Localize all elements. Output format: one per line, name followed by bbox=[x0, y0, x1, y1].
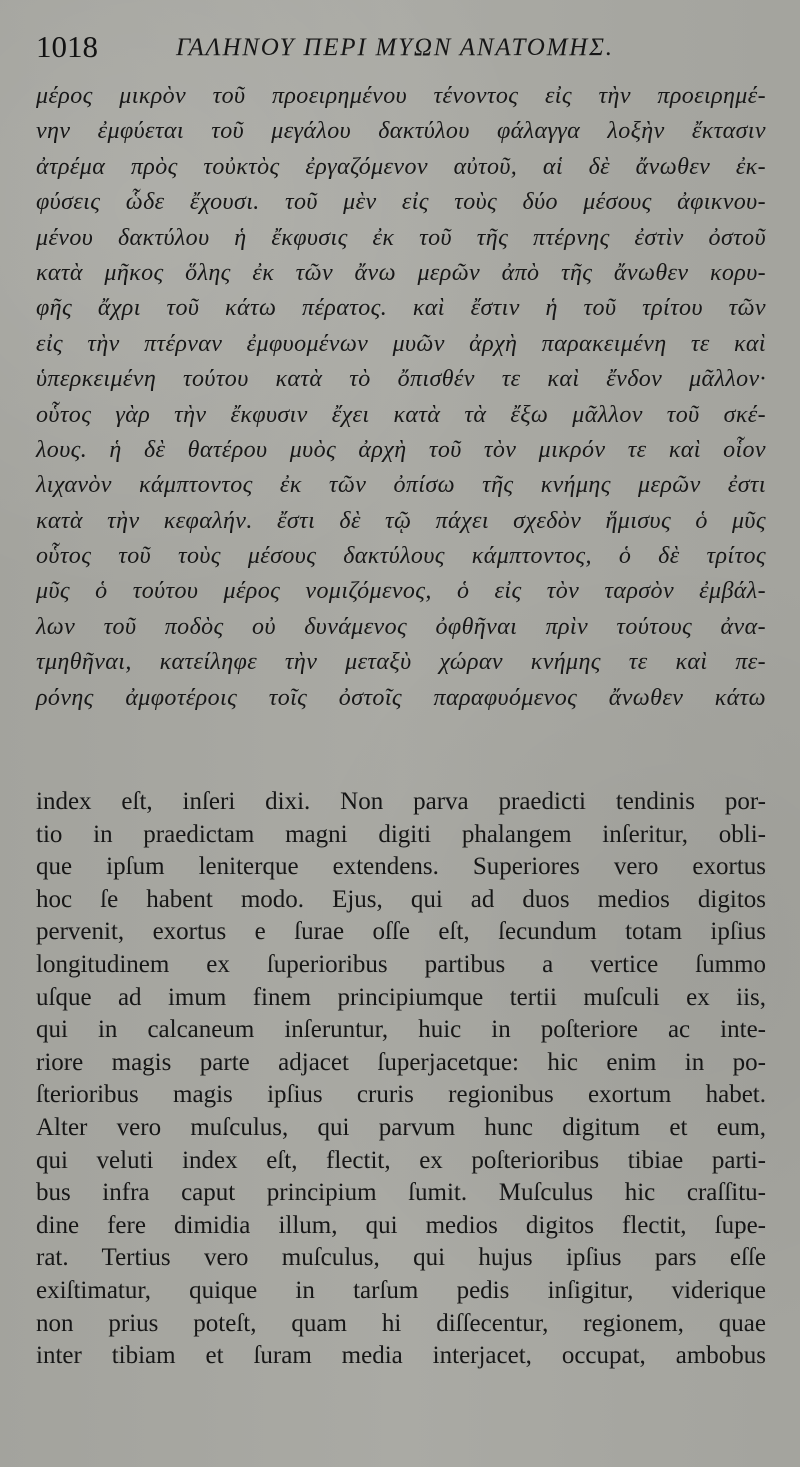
latin-text-line: uſque ad imum finem principiumque tertii muſculi ex iis, bbox=[36, 983, 766, 1011]
latin-text-line: exiſtimatur, quique in tarſum pedis inſigitur, viderique bbox=[36, 1276, 766, 1304]
greek-text-line: κατὰ τὴν κεφαλήν. ἔστι δὲ τῷ πάχει σχεδὸν ἥμισυς ὁ μῦς bbox=[36, 507, 766, 534]
greek-text-line: φῆς ἄχρι τοῦ κάτω πέρατος. καὶ ἔστιν ἡ τοῦ τρίτου τῶν bbox=[36, 295, 766, 322]
greek-text-line: νην ἐμφύεται τοῦ μεγάλου δακτύλου φάλαγγα λοξὴν ἔκτασιν bbox=[36, 118, 766, 145]
greek-text-line: μῦς ὁ τούτου μέρος νομιζόμενος, ὁ εἰς τὸν ταρσὸν ἐμβάλ- bbox=[36, 578, 766, 605]
latin-text-line: pervenit, exortus e ſurae oſſe eſt, ſecundum totam ipſius bbox=[36, 918, 766, 946]
greek-text-line: οὗτος τοῦ τοὺς μέσους δακτύλους κάμπτοντος, ὁ δὲ τρίτος bbox=[36, 543, 766, 570]
greek-text-line: μένου δακτύλου ἡ ἔκφυσις ἐκ τοῦ τῆς πτέρνης ἐστὶν ὀστοῦ bbox=[36, 224, 766, 251]
latin-text-line: ſterioribus magis ipſius cruris regionibus exortum habet. bbox=[36, 1081, 766, 1109]
latin-text-line: riore magis parte adjacet ſuperjacetque: hic enim in po- bbox=[36, 1048, 766, 1076]
latin-text-line: qui veluti index eſt, flectit, ex poſterioribus tibiae parti- bbox=[36, 1146, 766, 1174]
greek-text-line: κατὰ μῆκος ὅλης ἐκ τῶν ἄνω μερῶν ἀπὸ τῆς ἄνωθεν κορυ- bbox=[36, 259, 766, 286]
latin-text-line: longitudinem ex ſuperioribus partibus a vertice ſummo bbox=[36, 950, 766, 978]
latin-text-line: bus infra caput principium ſumit. Muſculus hic craſſitu- bbox=[36, 1179, 766, 1207]
latin-text-line: hoc ſe habent modo. Ejus, qui ad duos medios digitos bbox=[36, 885, 766, 913]
latin-text-block bbox=[36, 786, 766, 1373]
greek-text-line: ὑπερκειμένη τούτου κατὰ τὸ ὄπισθέν τε καὶ ἔνδον μᾶλλον· bbox=[36, 366, 766, 393]
page-number: 1018 bbox=[36, 29, 98, 64]
greek-text-line: λους. ἡ δὲ θατέρου μυὸς ἀρχὴ τοῦ τὸν μικρόν τε καὶ οἷον bbox=[36, 436, 766, 463]
latin-text-line: tio in praedictam magni digiti phalangem inſeritur, obli- bbox=[36, 820, 766, 848]
latin-text-line: dine fere dimidia illum, qui medios digitos flectit, ſupe- bbox=[36, 1211, 766, 1239]
latin-text-line: rat. Tertius vero muſculus, qui hujus ipſius pars eſſe bbox=[36, 1244, 766, 1272]
latin-text-line: inter tibiam et ſuram media interjacet, occupat, ambobus bbox=[36, 1342, 766, 1370]
greek-text-line: λων τοῦ ποδὸς οὐ δυνάμενος ὀφθῆναι πρὶν τούτους ἀνα- bbox=[36, 613, 766, 640]
latin-text-line: non prius poteſt, quam hi diſſecentur, regionem, quae bbox=[36, 1309, 766, 1337]
running-head bbox=[36, 24, 766, 72]
greek-text-line: φύσεις ὧδε ἔχουσι. τοῦ μὲν εἰς τοὺς δύο μέσους ἀφικνου- bbox=[36, 189, 766, 216]
latin-text-line: index eſt, inſeri dixi. Non parva praedicti tendinis por- bbox=[36, 788, 766, 815]
greek-text-line: οὗτος γὰρ τὴν ἔκφυσιν ἔχει κατὰ τὰ ἔξω μᾶλλον τοῦ σκέ- bbox=[36, 401, 766, 428]
latin-text-line: Alter vero muſculus, qui parvum hunc digitum et eum, bbox=[36, 1113, 766, 1141]
greek-text-block bbox=[36, 79, 766, 716]
greek-text-line: εἰς τὴν πτέρναν ἐμφυομένων μυῶν ἀρχὴ παρακειμένη τε καὶ bbox=[36, 330, 766, 357]
greek-text-line: ἀτρέμα πρὸς τοὐκτὸς ἐργαζόμενον αὐτοῦ, αἱ δὲ ἄνωθεν ἐκ- bbox=[36, 153, 766, 180]
latin-text-line: qui in calcaneum inſeruntur, huic in poſteriore ac inte- bbox=[36, 1016, 766, 1044]
greek-text-line: τμηθῆναι, κατείληφε τὴν μεταξὺ χώραν κνήμης τε καὶ πε- bbox=[36, 649, 766, 676]
greek-text-line: μέρος μικρὸν τοῦ προειρημένου τένοντος εἰς τὴν προειρημέ- bbox=[36, 83, 766, 109]
latin-text-line: que ipſum leniterque extendens. Superiores vero exortus bbox=[36, 853, 766, 881]
running-title: ΓΑΛΗΝΟΥ ΠΕΡΙ ΜΥΩΝ ΑΝΑΤΟΜΗΣ. bbox=[176, 34, 614, 61]
greek-text-line: ρόνης ἀμφοτέροις τοῖς ὀστοῖς παραφυόμενος ἄνωθεν κάτω bbox=[36, 684, 766, 711]
greek-text-line: λιχανὸν κάμπτοντος ἐκ τῶν ὀπίσω τῆς κνήμης μερῶν ἐστι bbox=[36, 472, 766, 499]
